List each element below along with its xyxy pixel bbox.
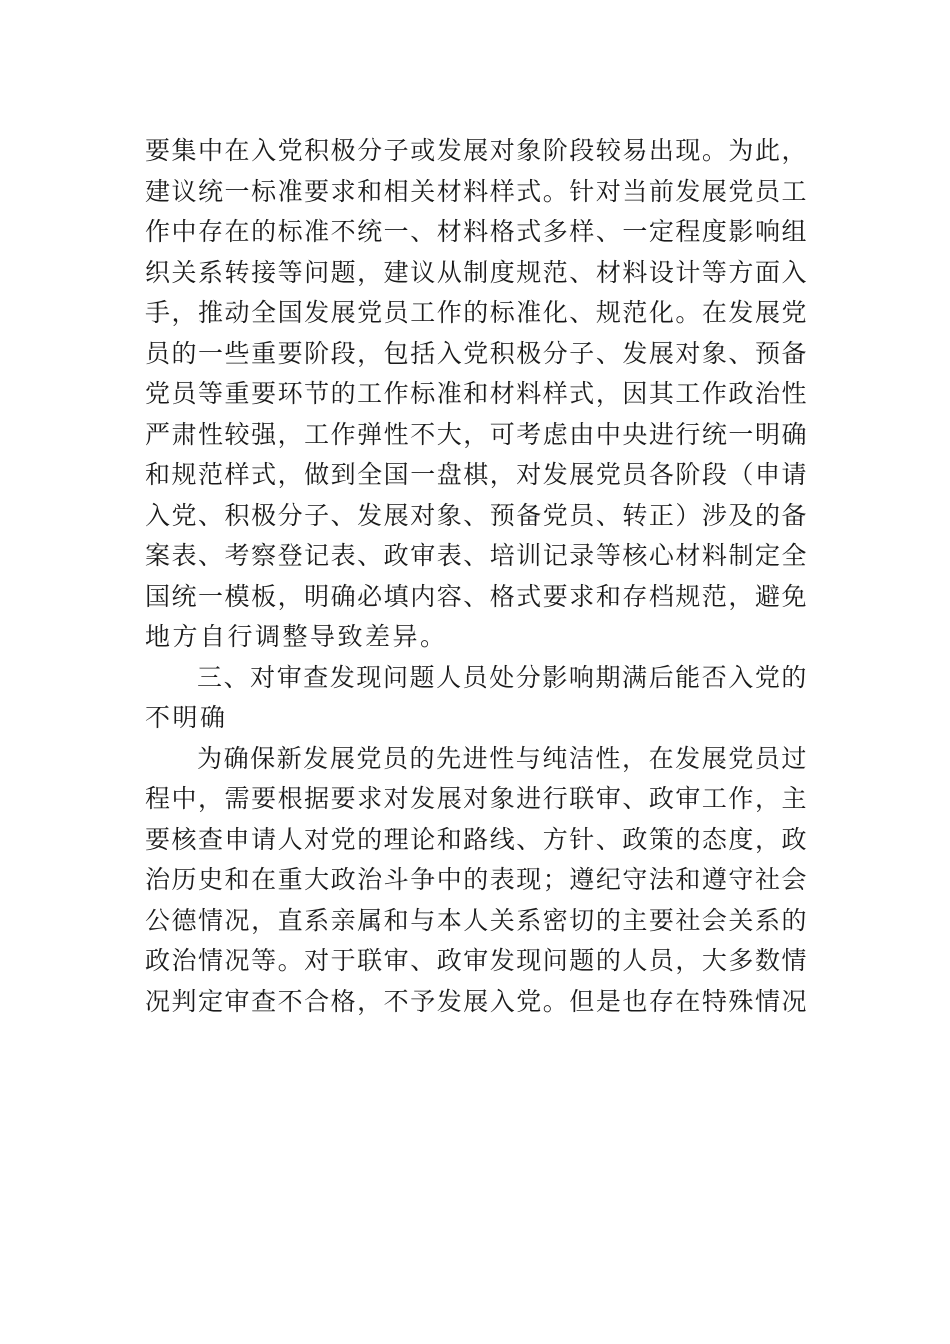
text-line: 入党、积极分子、发展对象、预备党员、转正）涉及的备 — [145, 500, 808, 530]
text-line: 党员等重要环节的工作标准和材料样式，因其工作政治性 — [145, 379, 808, 408]
text-line: 三、对审查发现问题人员处分影响期满后能否入党的 — [197, 662, 808, 692]
text-line: 程中，需要根据要求对发展对象进行联审、政审工作，主 — [145, 784, 808, 813]
text-line: 公德情况，直系亲属和与本人关系密切的主要社会关系的 — [145, 905, 808, 935]
text-line: 建议统一标准要求和相关材料样式。针对当前发展党员工 — [145, 176, 808, 206]
text-line: 要集中在入党积极分子或发展对象阶段较易出现。为此， — [145, 136, 808, 165]
text-line: 员的一些重要阶段，包括入党积极分子、发展对象、预备 — [145, 338, 808, 368]
text-line: 国统一模板，明确必填内容、格式要求和存档规范，避免 — [145, 581, 808, 611]
text-line: 和规范样式，做到全国一盘棋，对发展党员各阶段（申请 — [145, 460, 808, 489]
text-line: 作中存在的标准不统一、材料格式多样、一定程度影响组 — [145, 217, 808, 246]
text-line: 政治情况等。对于联审、政审发现问题的人员，大多数情 — [145, 946, 808, 975]
text-line: 为确保新发展党员的先进性与纯洁性，在发展党员过 — [197, 743, 808, 773]
text-line: 案表、考察登记表、政审表、培训记录等核心材料制定全 — [145, 541, 808, 570]
text-line: 况判定审查不合格，不予发展入党。但是也存在特殊情况 — [145, 986, 808, 1016]
text-line: 要核查申请人对党的理论和路线、方针、政策的态度，政 — [145, 824, 808, 854]
text-line: 不明确 — [145, 703, 228, 732]
text-line: 治历史和在重大政治斗争中的表现；遵纪守法和遵守社会 — [145, 865, 808, 894]
text-line: 严肃性较强，工作弹性不大，可考虑由中央进行统一明确 — [145, 419, 808, 449]
text-line: 织关系转接等问题，建议从制度规范、材料设计等方面入 — [145, 257, 808, 287]
text-line: 手，推动全国发展党员工作的标准化、规范化。在发展党 — [145, 298, 808, 327]
text-line: 地方自行调整导致差异。 — [145, 622, 448, 651]
document-body — [145, 131, 808, 1022]
